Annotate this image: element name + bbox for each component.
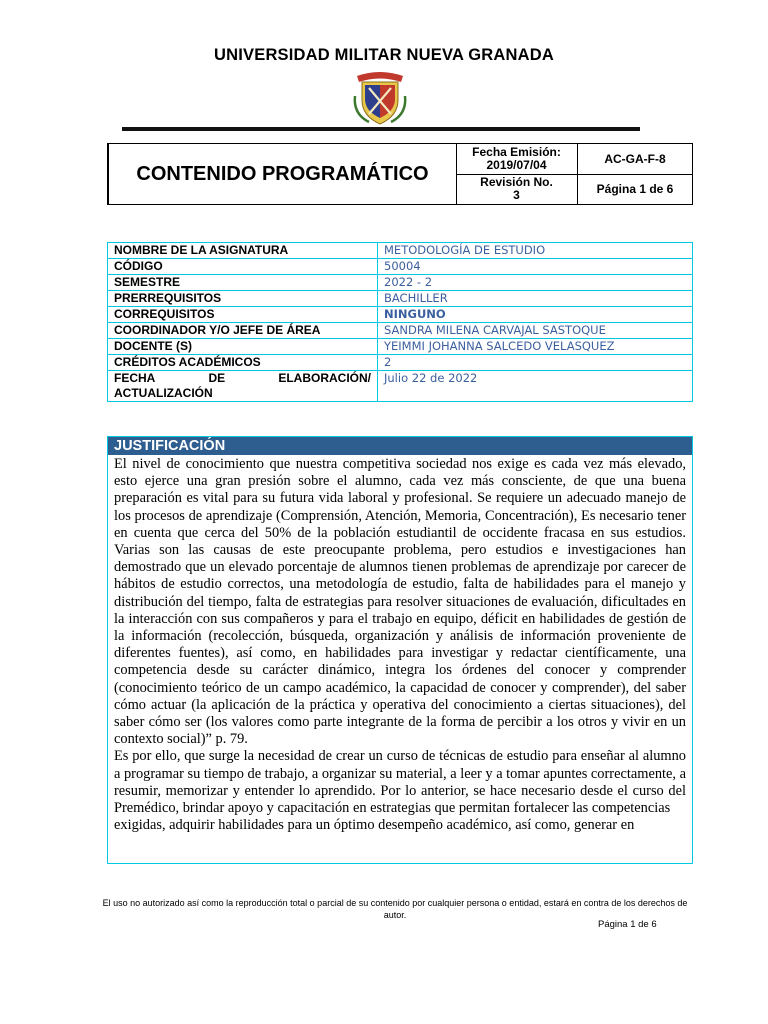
justification-paragraph: Es por ello, que surge la necesidad de crear un curso de técnicas de estudio para enseñar al alumno a programar su tiempo de trabajo, a organizar su material, a leer y a tomar apuntes correctamente, a resumir, memorizar y entender lo aprendido. Por lo anterior, se hace necesario desde el curso del Premédico, brindar apoyo y capacitación en estrategias que permitan fortalecer las competencias xyxy=(114,748,686,817)
info-value: 2 xyxy=(384,355,392,369)
course-info-table xyxy=(107,242,693,402)
info-value: METODOLOGÍA DE ESTUDIO xyxy=(384,243,546,257)
info-value: 50004 xyxy=(384,259,421,273)
info-label: CRÉDITOS ACADÉMICOS xyxy=(108,355,378,370)
info-label: PRERREQUISITOS xyxy=(108,291,378,306)
revision-label: Revisión No. xyxy=(480,175,553,189)
document-code: AC-GA-F-8 xyxy=(577,144,693,175)
info-row-coordinador xyxy=(108,323,692,339)
info-row-semestre xyxy=(108,275,692,291)
footer-page-number: Página 1 de 6 xyxy=(598,919,657,930)
university-name: UNIVERSIDAD MILITAR NUEVA GRANADA xyxy=(214,46,554,64)
info-label: CÓDIGO xyxy=(108,259,378,274)
info-value: SANDRA MILENA CARVAJAL SASTOQUE xyxy=(384,323,606,337)
info-value: NINGUNO xyxy=(384,307,446,321)
copyright-notice: El uso no autorizado así como la reproducción total o parcial de su contenido por cualquier persona o entidad, estará en contra de los derechos de autor. xyxy=(102,898,688,920)
info-row-docente xyxy=(108,339,692,355)
info-value: 2022 - 2 xyxy=(384,275,433,289)
info-value: Julio 22 de 2022 xyxy=(384,371,478,385)
info-row-creditos xyxy=(108,355,692,371)
justification-body xyxy=(108,455,692,834)
info-row-codigo xyxy=(108,259,692,275)
info-label-word: ELABORACIÓN/ xyxy=(278,371,371,385)
university-seal-icon xyxy=(351,66,409,128)
justification-heading: JUSTIFICACIÓN xyxy=(108,437,692,455)
justification-section xyxy=(107,436,693,864)
info-row-fecha xyxy=(108,371,692,401)
document-header-table xyxy=(107,143,693,205)
justification-paragraph: exigidas, adquirir habilidades para un óptimo desempeño académico, así como, generar en xyxy=(114,817,635,834)
info-label: CORREQUISITOS xyxy=(108,307,378,322)
info-row-prerrequisitos xyxy=(108,291,692,307)
revision-value: 3 xyxy=(513,188,520,202)
info-value: YEIMMI JOHANNA SALCEDO VELASQUEZ xyxy=(384,339,615,353)
header-rule xyxy=(122,127,640,131)
info-label-word: ACTUALIZACIÓN xyxy=(114,386,213,400)
justification-paragraph: El nivel de conocimiento que nuestra competitiva sociedad nos exige es cada vez más elevado, esto ejerce una gran presión sobre el alumno, cada vez más consciente, de que una buena preparación es vital para su futura vida laboral y profesional. Se requiere un adecuado manejo de los procesos de aprendizaje (Comprensión, Atención, Memoria, Concentración), Es necesario tener en cuenta que cerca del 50% de la población estudiantil de occidente fracasa en sus estudios. Varias son las causas de este preocupante problema, pero estudios e investigaciones han demostrado que un elevado porcentaje de alumnos tienen problemas de aprendizaje por carecer de hábitos de estudio correctos, una metodología de estudio, falta de habilidades para el manejo y distribución del tiempo, falta de estrategias para resolver situaciones de evaluación, dificultades en la interacción con sus compañeros y para el trabajo en equipo, déficit en habilidades de gestión de la información (recolección, búsqueda, organización y análisis de información proveniente de diferentes fuentes), así como, en habilidades para investigar y redactar científicamente, una competencia desde su carácter dinámico, integra los órdenes del conocer y comprender (conocimiento teórico de un campo académico, la capacidad de conocer y comprender), del saber cómo actuar (la aplicación de la práctica y operativa del conocimiento a ciertas situaciones), del saber cómo ser (los valores como parte integrante de la forma de percibir a los otros y vivir en un contexto social)” p. 79. xyxy=(114,456,686,748)
revision-cell xyxy=(456,174,578,204)
info-label: DOCENTE (S) xyxy=(108,339,378,354)
issue-date-value: 2019/07/04 xyxy=(486,158,547,172)
info-label-word: DE xyxy=(208,371,226,385)
header-page-number: Página 1 de 6 xyxy=(596,182,674,196)
issue-date-label: Fecha Emisión: xyxy=(472,145,561,159)
info-row-nombre xyxy=(108,243,692,259)
info-row-correquisitos xyxy=(108,307,692,323)
issue-date-cell xyxy=(456,144,578,175)
info-label: COORDINADOR Y/O JEFE DE ÁREA xyxy=(108,323,378,338)
document-title: CONTENIDO PROGRAMÁTICO xyxy=(109,144,457,204)
info-label-word: FECHA xyxy=(114,371,156,385)
info-label xyxy=(108,371,378,401)
info-label: SEMESTRE xyxy=(108,275,378,290)
info-label: NOMBRE DE LA ASIGNATURA xyxy=(108,243,378,258)
info-value: BACHILLER xyxy=(384,291,448,305)
